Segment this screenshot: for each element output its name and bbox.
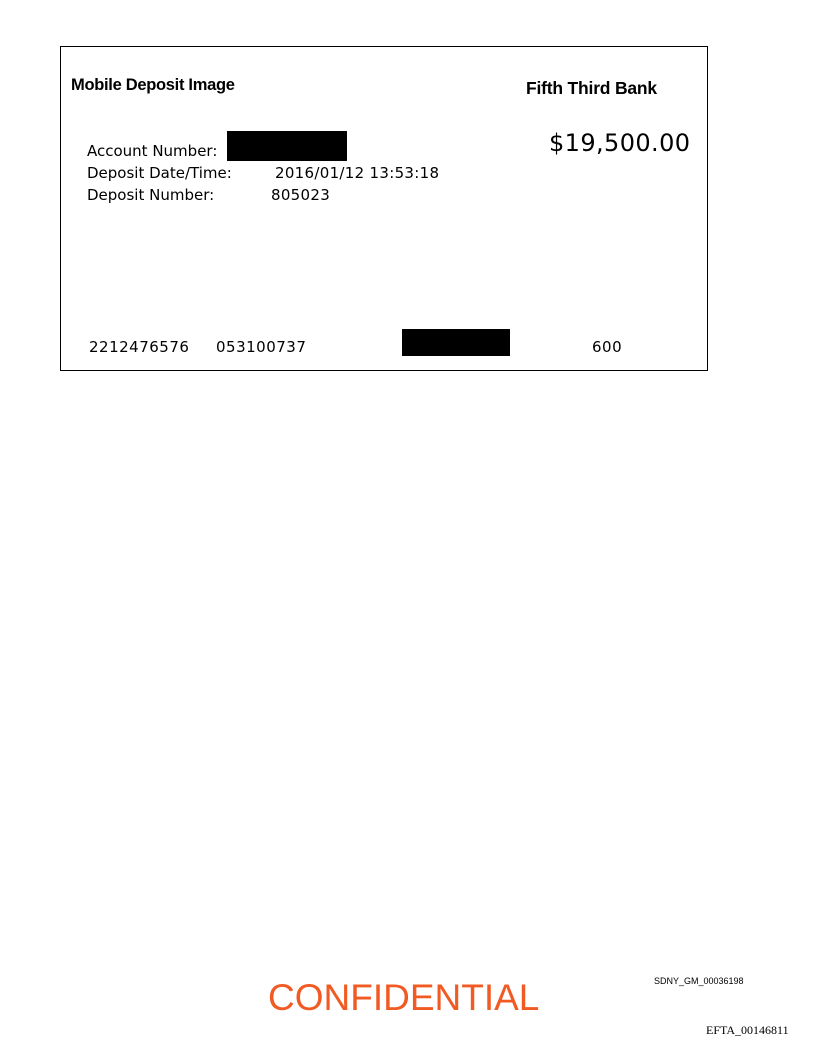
confidential-stamp: CONFIDENTIAL bbox=[268, 977, 540, 1018]
deposit-amount: $19,500.00 bbox=[549, 129, 691, 157]
micr-field-2: 053100737 bbox=[216, 338, 307, 356]
account-number-label: Account Number: bbox=[87, 142, 218, 160]
micr-field-3-redaction bbox=[402, 329, 510, 356]
bates-number: SDNY_GM_00036198 bbox=[654, 976, 744, 986]
deposit-number-label: Deposit Number: bbox=[87, 186, 215, 204]
account-number-redaction bbox=[227, 131, 347, 161]
bank-name: Fifth Third Bank bbox=[526, 78, 657, 98]
efta-number: EFTA_00146811 bbox=[706, 1023, 789, 1037]
micr-field-1: 2212476576 bbox=[89, 338, 190, 356]
micr-field-4: 600 bbox=[592, 338, 623, 356]
deposit-number-value: 805023 bbox=[271, 186, 331, 204]
deposit-date-label: Deposit Date/Time: bbox=[87, 164, 232, 182]
deposit-date-value: 2016/01/12 13:53:18 bbox=[275, 164, 440, 182]
deposit-image-box bbox=[60, 46, 708, 371]
deposit-title: Mobile Deposit Image bbox=[71, 76, 235, 94]
